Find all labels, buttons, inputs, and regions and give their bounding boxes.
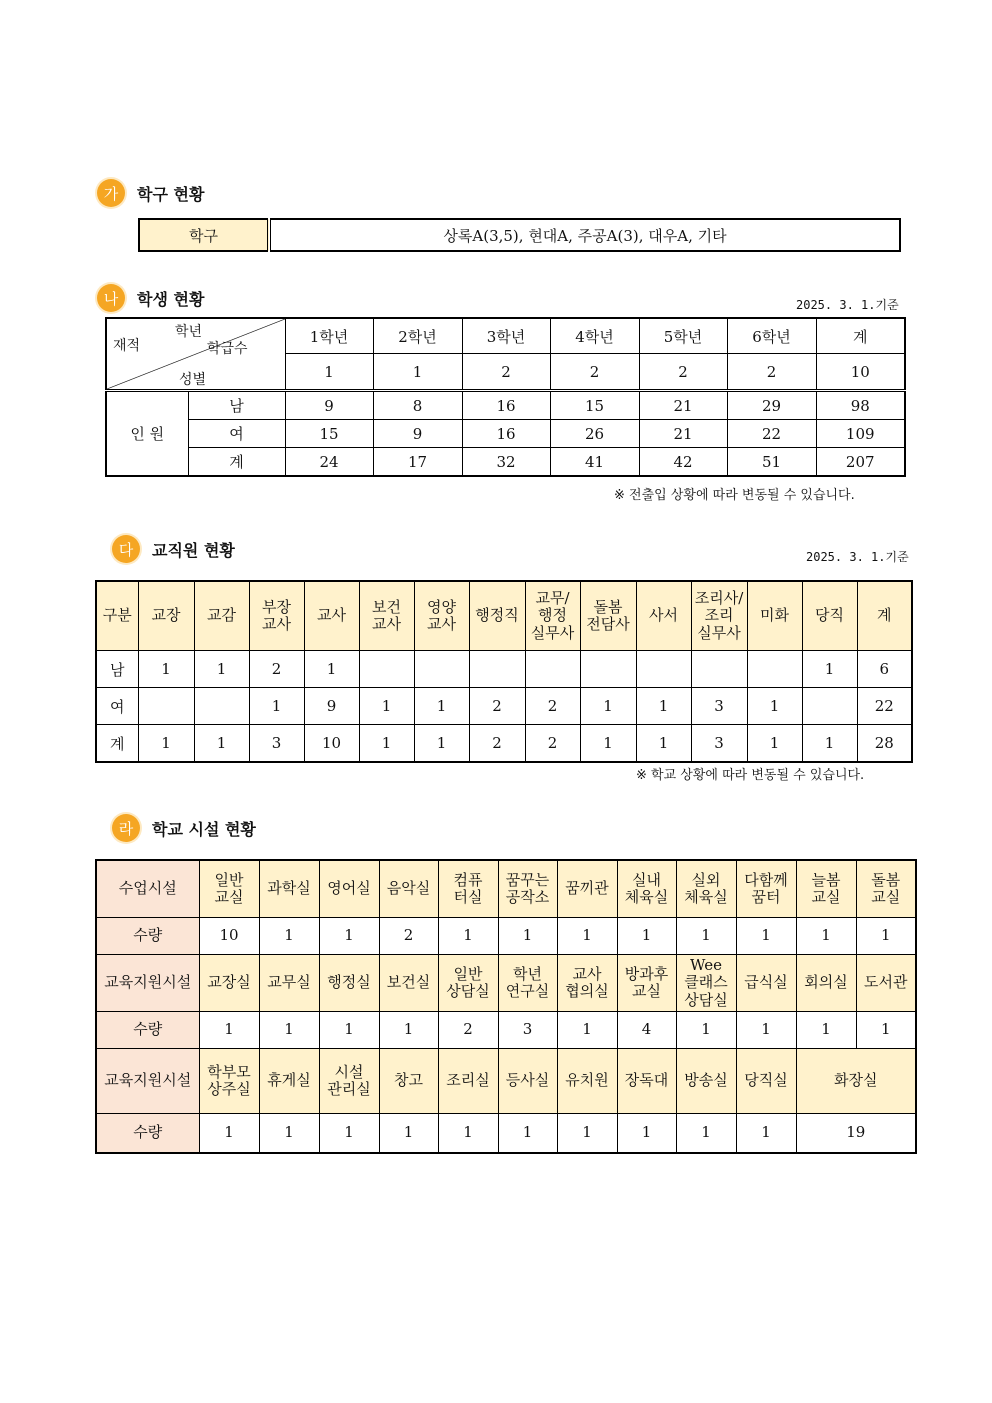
cell: 41 <box>550 448 639 477</box>
row-label: 여 <box>188 420 285 448</box>
cell: 51 <box>727 448 816 477</box>
table-row <box>96 725 912 763</box>
cell: 16 <box>462 420 550 448</box>
cell: 1 <box>802 651 857 688</box>
district-badge: 가 <box>97 179 125 207</box>
grade-header: 5학년 <box>639 318 727 354</box>
facility-item: 급식실 <box>736 955 796 1012</box>
facility-item: 창고 <box>379 1049 438 1114</box>
facility-count: 1 <box>259 1114 319 1154</box>
cell: 1 <box>249 688 304 725</box>
cell: 1 <box>747 688 802 725</box>
facility-count: 1 <box>796 918 856 955</box>
cell: 1 <box>138 725 194 763</box>
cell: 2 <box>469 688 525 725</box>
staff-header-cell: 구분 <box>96 581 138 651</box>
cell: 24 <box>285 448 373 477</box>
facility-count: 19 <box>796 1114 916 1154</box>
facility-count: 1 <box>379 1114 438 1154</box>
staff-header-cell: 교감 <box>194 581 249 651</box>
district-section-header <box>97 179 204 207</box>
facility-items-row <box>96 860 916 918</box>
cell: 16 <box>462 391 550 420</box>
grade-header: 1학년 <box>285 318 373 354</box>
facility-count: 1 <box>319 918 379 955</box>
facility-item: 과학실 <box>259 860 319 918</box>
facility-item: 등사실 <box>498 1049 557 1114</box>
facility-item: 다함께 꿈터 <box>736 860 796 918</box>
students-as-of: 2025. 3. 1.기준 <box>796 298 899 312</box>
facility-count: 1 <box>736 918 796 955</box>
facility-count: 1 <box>438 1114 498 1154</box>
staff-header-cell: 미화 <box>747 581 802 651</box>
facility-qty-label: 수량 <box>96 1114 199 1154</box>
cell <box>802 688 857 725</box>
facility-items-row <box>96 955 916 1012</box>
cell <box>747 651 802 688</box>
staff-header-row <box>96 581 912 651</box>
district-title: 학구 현황 <box>137 184 205 204</box>
staff-as-of: 2025. 3. 1.기준 <box>806 550 909 564</box>
facility-item: 방과후 교실 <box>617 955 676 1012</box>
row-label: 남 <box>188 391 285 420</box>
table-row <box>96 688 912 725</box>
facility-item: 실외 체육실 <box>676 860 736 918</box>
facility-count: 10 <box>199 918 259 955</box>
facility-qty-label: 수량 <box>96 918 199 955</box>
facility-count: 1 <box>319 1114 379 1154</box>
class-count: 2 <box>639 354 727 391</box>
facility-item: 유치원 <box>557 1049 617 1114</box>
facility-count-row <box>96 1012 916 1049</box>
facility-item: 장독대 <box>617 1049 676 1114</box>
corner-vertical: 재적 <box>113 338 141 354</box>
staff-header-cell: 계 <box>857 581 912 651</box>
facility-count: 2 <box>379 918 438 955</box>
facility-item: 일반 상담실 <box>438 955 498 1012</box>
facility-item: 학년 연구실 <box>498 955 557 1012</box>
cell: 1 <box>580 725 636 763</box>
cell <box>636 651 691 688</box>
district-table <box>138 218 901 252</box>
facility-count: 1 <box>319 1012 379 1049</box>
cell: 1 <box>636 688 691 725</box>
row-label: 계 <box>96 725 138 763</box>
row-label: 계 <box>188 448 285 477</box>
cell: 21 <box>639 391 727 420</box>
facility-item: 꿈꾸는 공작소 <box>498 860 557 918</box>
cell: 1 <box>802 725 857 763</box>
district-label: 학구 <box>139 219 269 251</box>
class-count: 1 <box>285 354 373 391</box>
cell: 1 <box>636 725 691 763</box>
facility-count: 1 <box>498 1114 557 1154</box>
class-count: 2 <box>462 354 550 391</box>
facility-count: 1 <box>676 918 736 955</box>
facility-count: 1 <box>676 1114 736 1154</box>
class-count: 1 <box>373 354 462 391</box>
facility-count: 1 <box>617 1114 676 1154</box>
facility-item: 당직실 <box>736 1049 796 1114</box>
facility-count: 3 <box>498 1012 557 1049</box>
staff-title: 교직원 현황 <box>152 540 235 560</box>
staff-header-cell: 당직 <box>802 581 857 651</box>
facility-item: 도서관 <box>856 955 916 1012</box>
table-row <box>106 448 905 477</box>
cell: 22 <box>727 420 816 448</box>
cell: 1 <box>580 688 636 725</box>
facilities-section-header <box>112 814 256 842</box>
facility-count: 1 <box>199 1114 259 1154</box>
staff-header-cell: 사서 <box>636 581 691 651</box>
facility-item: 행정실 <box>319 955 379 1012</box>
corner-bottom: 성별 <box>179 372 207 388</box>
cell <box>138 688 194 725</box>
cell: 2 <box>525 688 580 725</box>
cell: 8 <box>373 391 462 420</box>
cell: 9 <box>373 420 462 448</box>
table-row <box>106 420 905 448</box>
cell: 3 <box>691 688 747 725</box>
facility-count-row <box>96 918 916 955</box>
facility-item: 휴게실 <box>259 1049 319 1114</box>
facility-count: 1 <box>498 918 557 955</box>
class-count: 10 <box>816 354 905 391</box>
cell: 1 <box>194 725 249 763</box>
students-badge: 나 <box>97 284 125 312</box>
table-row <box>96 651 912 688</box>
cell: 15 <box>285 420 373 448</box>
facility-item: 조리실 <box>438 1049 498 1114</box>
grade-header: 3학년 <box>462 318 550 354</box>
cell: 2 <box>525 725 580 763</box>
cell: 2 <box>469 725 525 763</box>
facilities-title: 학교 시설 현황 <box>152 819 256 839</box>
facility-count: 1 <box>856 1012 916 1049</box>
grade-header: 계 <box>816 318 905 354</box>
students-section-header <box>97 284 204 312</box>
cell <box>580 651 636 688</box>
staff-header-cell: 영양 교사 <box>414 581 469 651</box>
facility-count: 1 <box>557 1012 617 1049</box>
cell: 98 <box>816 391 905 420</box>
cell: 1 <box>414 725 469 763</box>
cell: 3 <box>249 725 304 763</box>
cell: 1 <box>359 688 414 725</box>
facility-item: 늘봄 교실 <box>796 860 856 918</box>
staff-header-cell: 교사 <box>304 581 359 651</box>
facility-table <box>95 859 917 1154</box>
staff-section-header <box>112 535 235 563</box>
cell: 26 <box>550 420 639 448</box>
grade-header: 6학년 <box>727 318 816 354</box>
facility-item: 컴퓨 터실 <box>438 860 498 918</box>
facility-item: 회의실 <box>796 955 856 1012</box>
cell: 42 <box>639 448 727 477</box>
facility-item: 교사 협의실 <box>557 955 617 1012</box>
facility-count: 4 <box>617 1012 676 1049</box>
facility-count: 1 <box>736 1114 796 1154</box>
facility-item: 학부모 상주실 <box>199 1049 259 1114</box>
grade-header: 2학년 <box>373 318 462 354</box>
cell: 10 <box>304 725 359 763</box>
facility-item: 방송실 <box>676 1049 736 1114</box>
staff-note: ※ 학교 상황에 따라 변동될 수 있습니다. <box>636 768 865 783</box>
staff-header-cell: 교장 <box>138 581 194 651</box>
facility-item: 일반 교실 <box>199 860 259 918</box>
cell: 15 <box>550 391 639 420</box>
facility-item: 꿈끼관 <box>557 860 617 918</box>
corner-middle: 학급수 <box>207 341 248 357</box>
facility-item: 교무실 <box>259 955 319 1012</box>
staff-header-cell: 보건 교사 <box>359 581 414 651</box>
facility-count: 1 <box>676 1012 736 1049</box>
cell: 22 <box>857 688 912 725</box>
cell: 1 <box>414 688 469 725</box>
class-count: 2 <box>727 354 816 391</box>
cell: 32 <box>462 448 550 477</box>
cell: 28 <box>857 725 912 763</box>
cell: 1 <box>304 651 359 688</box>
cell <box>525 651 580 688</box>
facility-count: 1 <box>796 1012 856 1049</box>
facility-count: 1 <box>259 918 319 955</box>
facility-item: 교장실 <box>199 955 259 1012</box>
cell: 1 <box>359 725 414 763</box>
cell <box>194 688 249 725</box>
staff-header-cell: 행정직 <box>469 581 525 651</box>
cell: 21 <box>639 420 727 448</box>
facility-category: 교육지원시설 <box>96 955 199 1012</box>
cell: 29 <box>727 391 816 420</box>
cell: 2 <box>249 651 304 688</box>
student-table <box>105 317 906 477</box>
cell <box>359 651 414 688</box>
corner-top: 학년 <box>175 324 203 340</box>
facility-count: 1 <box>379 1012 438 1049</box>
staff-header-cell: 교무/ 행정 실무사 <box>525 581 580 651</box>
facility-count: 2 <box>438 1012 498 1049</box>
staff-header-cell: 돌봄 전담사 <box>580 581 636 651</box>
row-label: 여 <box>96 688 138 725</box>
cell: 3 <box>691 725 747 763</box>
staff-badge: 다 <box>112 535 140 563</box>
facility-item: 시설 관리실 <box>319 1049 379 1114</box>
facility-category: 수업시설 <box>96 860 199 918</box>
students-note: ※ 전출입 상황에 따라 변동될 수 있습니다. <box>614 488 855 503</box>
facility-items-row <box>96 1049 916 1114</box>
table-row <box>106 391 905 420</box>
facility-count-row <box>96 1114 916 1154</box>
cell: 9 <box>304 688 359 725</box>
student-corner-header <box>106 318 285 391</box>
staff-header-cell: 조리사/ 조리 실무사 <box>691 581 747 651</box>
facility-item: Wee 클래스 상담실 <box>676 955 736 1012</box>
facility-count: 1 <box>557 1114 617 1154</box>
class-count: 2 <box>550 354 639 391</box>
cell <box>691 651 747 688</box>
cell: 109 <box>816 420 905 448</box>
facility-count: 1 <box>736 1012 796 1049</box>
facility-category: 교육지원시설 <box>96 1049 199 1114</box>
facility-item: 보건실 <box>379 955 438 1012</box>
facility-item: 영어실 <box>319 860 379 918</box>
cell: 9 <box>285 391 373 420</box>
facility-count: 1 <box>438 918 498 955</box>
cell: 207 <box>816 448 905 477</box>
district-value: 상록A(3,5), 현대A, 주공A(3), 대우A, 기타 <box>269 219 900 251</box>
cell: 17 <box>373 448 462 477</box>
facility-item: 돌봄 교실 <box>856 860 916 918</box>
row-label: 남 <box>96 651 138 688</box>
facility-qty-label: 수량 <box>96 1012 199 1049</box>
facility-item: 실내 체육실 <box>617 860 676 918</box>
student-group-label: 인 원 <box>106 391 188 477</box>
facility-count: 1 <box>856 918 916 955</box>
grade-header: 4학년 <box>550 318 639 354</box>
staff-header-cell: 부장 교사 <box>249 581 304 651</box>
facility-item: 화장실 <box>796 1049 916 1114</box>
cell: 1 <box>138 651 194 688</box>
staff-table <box>95 580 913 763</box>
facility-count: 1 <box>617 918 676 955</box>
facilities-badge: 라 <box>112 814 140 842</box>
cell <box>414 651 469 688</box>
students-title: 학생 현황 <box>137 289 205 309</box>
facility-item: 음악실 <box>379 860 438 918</box>
facility-count: 1 <box>557 918 617 955</box>
facility-count: 1 <box>199 1012 259 1049</box>
cell <box>469 651 525 688</box>
cell: 1 <box>194 651 249 688</box>
facility-count: 1 <box>259 1012 319 1049</box>
cell: 1 <box>747 725 802 763</box>
cell: 6 <box>857 651 912 688</box>
